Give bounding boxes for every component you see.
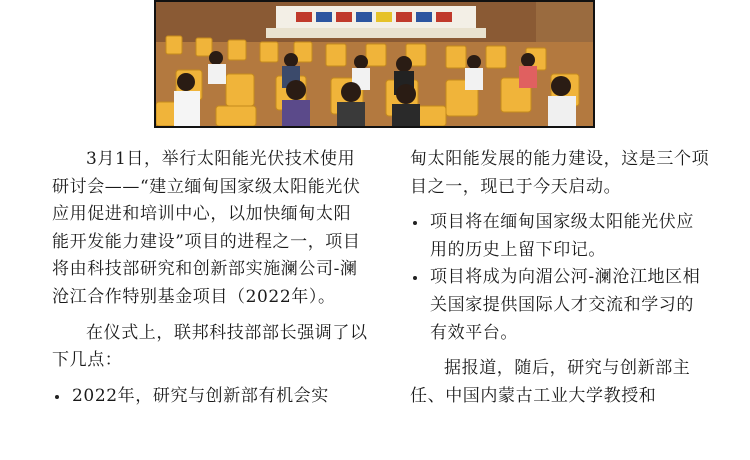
minister-remarks-paragraph: 在仪式上，联邦科技部部长强调了以下几点：: [52, 322, 368, 371]
right-column: [410, 146, 710, 418]
list-item-text: 项目将成为向湄公河-澜沧江地区相关国家提供国际人才交流和学习的有效平台。: [430, 267, 701, 343]
bullet-icon: [55, 395, 59, 399]
list-item: [410, 264, 710, 347]
bullet-icon: [413, 276, 417, 280]
intro-paragraph: 3月1日，举行太阳能光伏技术使用研讨会——“建立缅甸国家级太阳能光伏应用促进和培训中心，以加快缅甸太阳能开发能力建设”项目的进程之一，项目将由科技部研究和创新部实施澜公司-澜沧江合作特别基金项目（2022年）。: [52, 149, 361, 307]
list-item: [52, 383, 368, 411]
list-item-text: 2022年，研究与创新部有机会实: [72, 385, 329, 406]
list-item: [410, 209, 710, 264]
conference-hall-photo: [156, 2, 593, 126]
left-column: [52, 146, 368, 418]
conference-photo: [154, 0, 595, 128]
key-points-list: [52, 383, 368, 411]
bullet-icon: [413, 221, 417, 225]
list-item-continuation: 甸太阳能发展的能力建设，这是三个项目之一，现已于今天启动。: [410, 149, 710, 197]
key-points-list-continued: [410, 209, 710, 347]
report-paragraph: 据报道，随后，研究与创新部主任、中国内蒙古工业大学教授和: [410, 358, 691, 406]
list-item-text: 项目将在缅甸国家级太阳能光伏应用的历史上留下印记。: [430, 212, 694, 260]
